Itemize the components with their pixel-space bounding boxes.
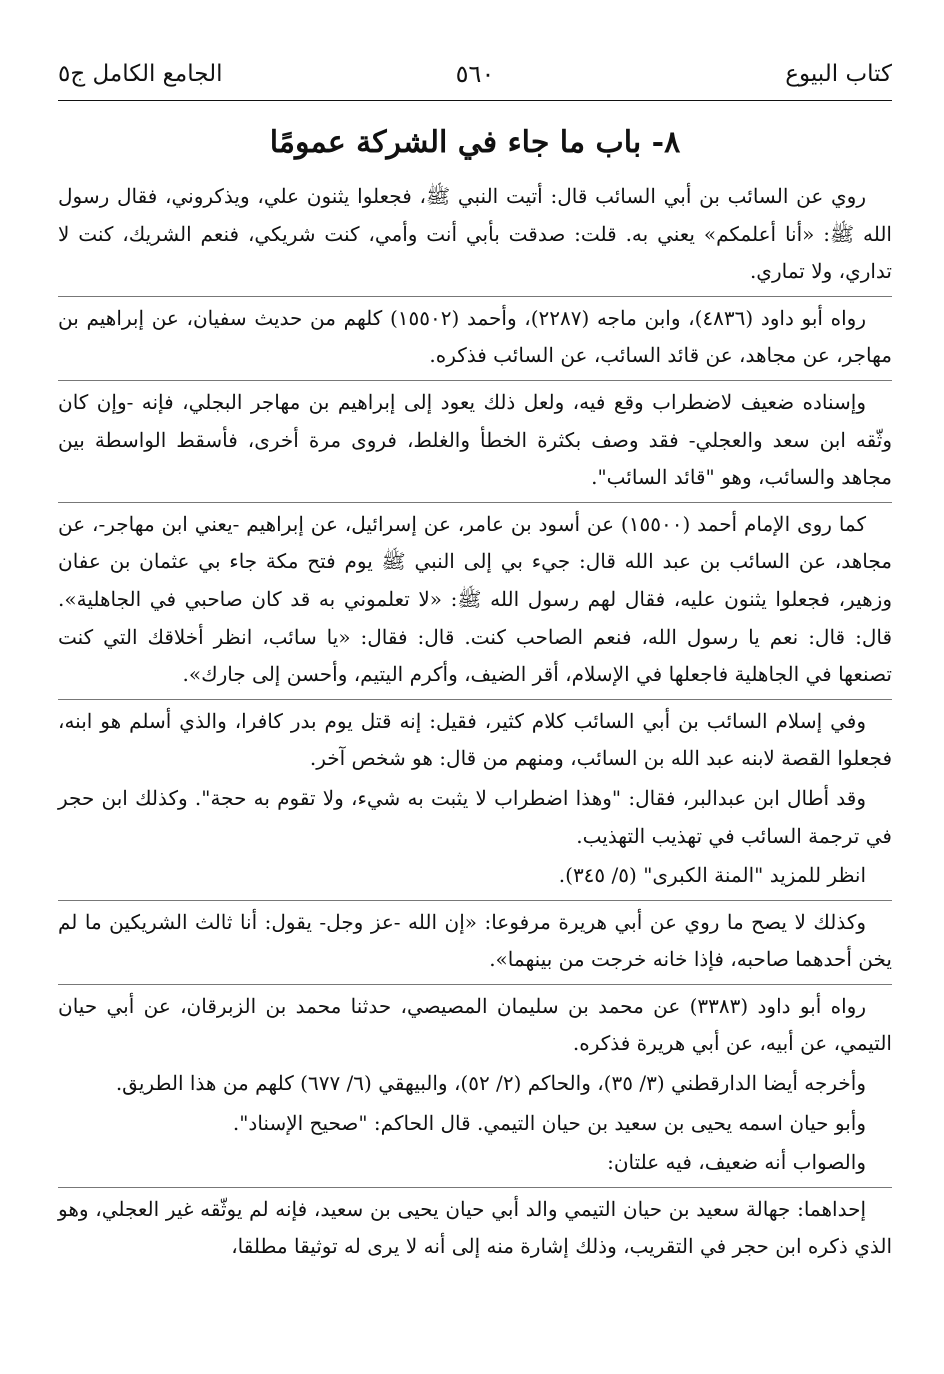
paragraph-daraqutni: وأخرجه أيضا الدارقطني (٣/ ٣٥)، والحاكم (٢/ ٥٢)، والبيهقي (٦/ ٦٧٧) كلهم من هذا الطريق.	[115, 1071, 866, 1096]
paragraph-abu-hayyan: وأبو حيان اسمه يحيى بن سعيد بن حيان التيمي. قال الحاكم: "صحيح الإسناد".	[232, 1110, 866, 1135]
paragraph-islam-saib: وفي إسلام السائب بن أبي السائب كلام كثير، فقيل: إنه قتل يوم بدر كافرا، والذي أسلم هو ابنه، فجعلوا القصة لابنه عبد الله بن السائب، ومنهم من قال: هو شخص آخر.	[58, 699, 892, 778]
paragraph-isnad-weak: وإسناده ضعيف لاضطراب وقع فيه، ولعل ذلك يعود إلى إبراهيم بن مهاجر البجلي، فإنه -وإن كان وثّقه ابن سعد والعجلي- فقد وصف بكثرة الخطأ والغلط، فروى مرة أخرى، فأسقط الواسطة بين مجاهد والسائب، وهو "قائد السائب".	[58, 380, 892, 497]
header-rule	[58, 100, 892, 101]
page-number: ٥٦٠	[455, 60, 495, 88]
paragraph-hadith-saib: روي عن السائب بن أبي السائب قال: أتيت النبي ﷺ، فجعلوا يثنون علي، ويذكروني، فقال رسول الله ﷺ: «أنا أعلمكم» يعني به. قلت: صدقت بأبي أنت وأمي، كنت شريكي، فنعم الشريك، كنت لا تداري، ولا تماري.	[58, 184, 892, 284]
paragraph-two-defects: والصواب أنه ضعيف، فيه علتان:	[607, 1150, 866, 1175]
body-text	[58, 178, 892, 1266]
paragraph-first-defect: إحداهما: جهالة سعيد بن حيان التيمي والد أبي حيان يحيى بن سعيد، فإنه لم يوثّقه غير العجلي، وهو الذي ذكره ابن حجر في التقريب، وذلك إشارة منه إلى أنه لا يرى له توثيقا مطلقا،	[58, 1187, 892, 1266]
paragraph-ahmad-narration: كما روى الإمام أحمد (١٥٥٠٠) عن أسود بن عامر، عن إسرائيل، عن إبراهيم -يعني ابن مهاجر-، عن مجاهد، عن السائب بن عبد الله قال: جيء بي إلى النبي ﷺ يوم فتح مكة جاء بي عثمان بن عفان وزهير، فجعلوا يثنون عليه، فقال لهم رسول الله ﷺ: «لا تعلموني به قد كان صاحبي في الجاهلية». قال: قال: نعم يا رسول الله، فنعم الصاحب كنت. قال: فقال: «يا سائب، انظر أخلاقك التي كنت تصنعها في الجاهلية فاجعلها في الإسلام، أقر الضيف، وأكرم اليتيم، وأحسن إلى جارك».	[58, 502, 892, 694]
chapter-title: ٨- باب ما جاء في الشركة عمومًا	[269, 125, 681, 160]
paragraph-ibn-abdulbarr: وقد أطال ابن عبدالبر، فقال: "وهذا اضطراب لا يثبت به شيء، ولا تقوم به حجة". وكذلك ابن حجر في ترجمة السائب في تهذيب التهذيب.	[58, 785, 892, 848]
paragraph-abu-hurayra: وكذلك لا يصح ما روي عن أبي هريرة مرفوعا: «إن الله -عز وجل- يقول: أنا ثالث الشريكين ما لم يخن أحدهما صاحبه، فإذا خانه خرجت من بينهما».	[58, 900, 892, 979]
paragraph-abu-dawud: رواه أبو داود (٣٣٨٣) عن محمد بن سليمان المصيصي، حدثنا محمد بن الزبرقان، عن أبي حيان التيمي، عن أبيه، عن أبي هريرة فذكره.	[58, 984, 892, 1063]
paragraph-takhrij: رواه أبو داود (٤٨٣٦)، وابن ماجه (٢٢٨٧)، وأحمد (١٥٥٠٢) كلهم من حديث سفيان، عن إبراهيم بن مهاجر، عن مجاهد، عن قائد السائب، عن السائب فذكره.	[58, 296, 892, 375]
paragraph-see-more: انظر للمزيد "المنة الكبرى" (٥/ ٣٤٥).	[558, 863, 866, 888]
header-book-section: كتاب البيوع	[785, 61, 892, 87]
running-header	[58, 54, 892, 94]
header-book-title: الجامع الكامل ج٥	[58, 61, 223, 87]
